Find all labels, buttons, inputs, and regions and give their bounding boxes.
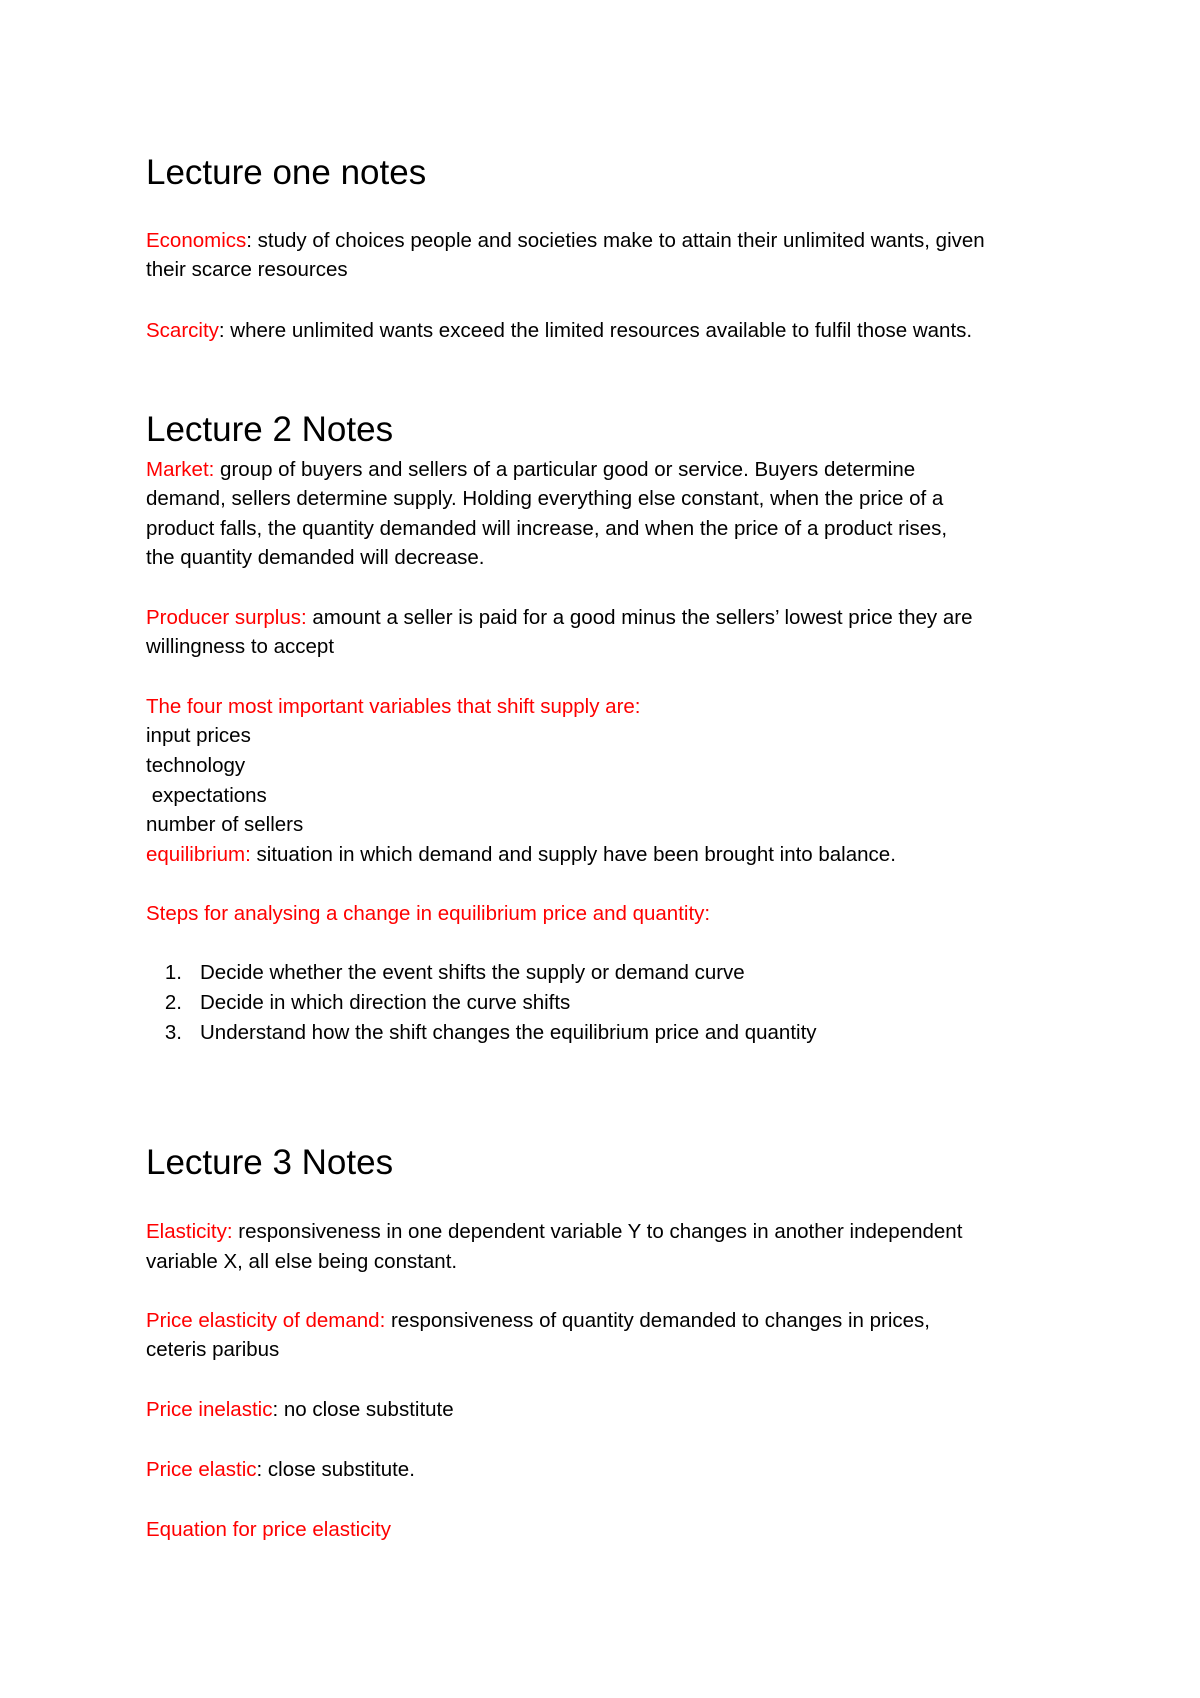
price-elastic-term: Price elastic <box>146 1458 257 1481</box>
steps-list-item <box>146 988 570 1018</box>
list-item-text: Decide in which direction the curve shifts <box>200 991 571 1014</box>
lecture-one-title: Lecture one notes <box>146 153 427 192</box>
market-term: Market: <box>146 458 215 481</box>
ped-term: Price elasticity of demand: <box>146 1309 386 1332</box>
ped-text-line2: ceteris paribus <box>146 1338 280 1361</box>
lecture-two-title: Lecture 2 Notes <box>146 410 394 449</box>
producer-surplus-definition <box>146 603 973 633</box>
market-text-line4: the quantity demanded will decrease. <box>146 546 485 569</box>
lecture-three-title: Lecture 3 Notes <box>146 1143 394 1182</box>
list-number: 1. <box>164 961 182 984</box>
scarcity-term: Scarcity <box>146 319 219 342</box>
ped-text-line1: responsiveness of quantity demanded to changes in prices, <box>385 1309 931 1332</box>
market-text-line3: product falls, the quantity demanded will increase, and when the price of a product rises, <box>146 517 948 540</box>
equilibrium-text-line1: situation in which demand and supply have been brought into balance. <box>250 843 896 866</box>
price-elastic-text: : close substitute. <box>256 1458 415 1481</box>
price-inelastic-definition <box>146 1395 454 1425</box>
supply-shifter-item: technology <box>146 754 246 777</box>
steps-list-item <box>146 958 745 988</box>
market-text-line1: group of buyers and sellers of a particular good or service. Buyers determine <box>214 458 916 481</box>
scarcity-text-line1: : where unlimited wants exceed the limited resources available to fulfil those wants. <box>218 319 973 342</box>
price-inelastic-term: Price inelastic <box>146 1398 273 1421</box>
producer-surplus-text-line1: amount a seller is paid for a good minus the sellers’ lowest price they are <box>306 606 973 629</box>
elasticity-definition <box>146 1217 962 1247</box>
ped-definition <box>146 1306 930 1336</box>
supply-shifter-item: number of sellers <box>146 813 304 836</box>
economics-text-line1: : study of choices people and societies make to attain their unlimited wants, given <box>246 229 985 252</box>
equation-heading: Equation for price elasticity <box>146 1518 391 1541</box>
elasticity-text-line2: variable X, all else being constant. <box>146 1250 458 1273</box>
list-number: 2. <box>164 991 182 1014</box>
producer-surplus-term: Producer surplus: <box>146 606 307 629</box>
supply-shifters-heading: The four most important variables that shift supply are: <box>146 695 641 718</box>
supply-shifter-item: input prices <box>146 724 251 747</box>
scarcity-definition <box>146 316 972 346</box>
equilibrium-term: equilibrium: <box>146 843 251 866</box>
economics-definition <box>146 226 985 256</box>
price-elastic-definition <box>146 1455 415 1485</box>
steps-list-item <box>146 1018 817 1048</box>
economics-text-line2: their scarce resources <box>146 258 348 281</box>
market-text-line2: demand, sellers determine supply. Holding everything else constant, when the price of a <box>146 487 944 510</box>
market-definition <box>146 455 915 485</box>
list-item-text: Understand how the shift changes the equilibrium price and quantity <box>200 1021 817 1044</box>
elasticity-term: Elasticity: <box>146 1220 233 1243</box>
equilibrium-definition <box>146 840 896 870</box>
list-item-text: Decide whether the event shifts the supply or demand curve <box>200 961 745 984</box>
producer-surplus-text-line2: willingness to accept <box>146 635 335 658</box>
steps-heading: Steps for analysing a change in equilibrium price and quantity: <box>146 902 711 925</box>
economics-term: Economics <box>146 229 247 252</box>
supply-shifter-item: expectations <box>146 784 267 807</box>
list-number: 3. <box>164 1021 182 1044</box>
elasticity-text-line1: responsiveness in one dependent variable Y to changes in another independent <box>232 1220 963 1243</box>
price-inelastic-text: : no close substitute <box>272 1398 454 1421</box>
